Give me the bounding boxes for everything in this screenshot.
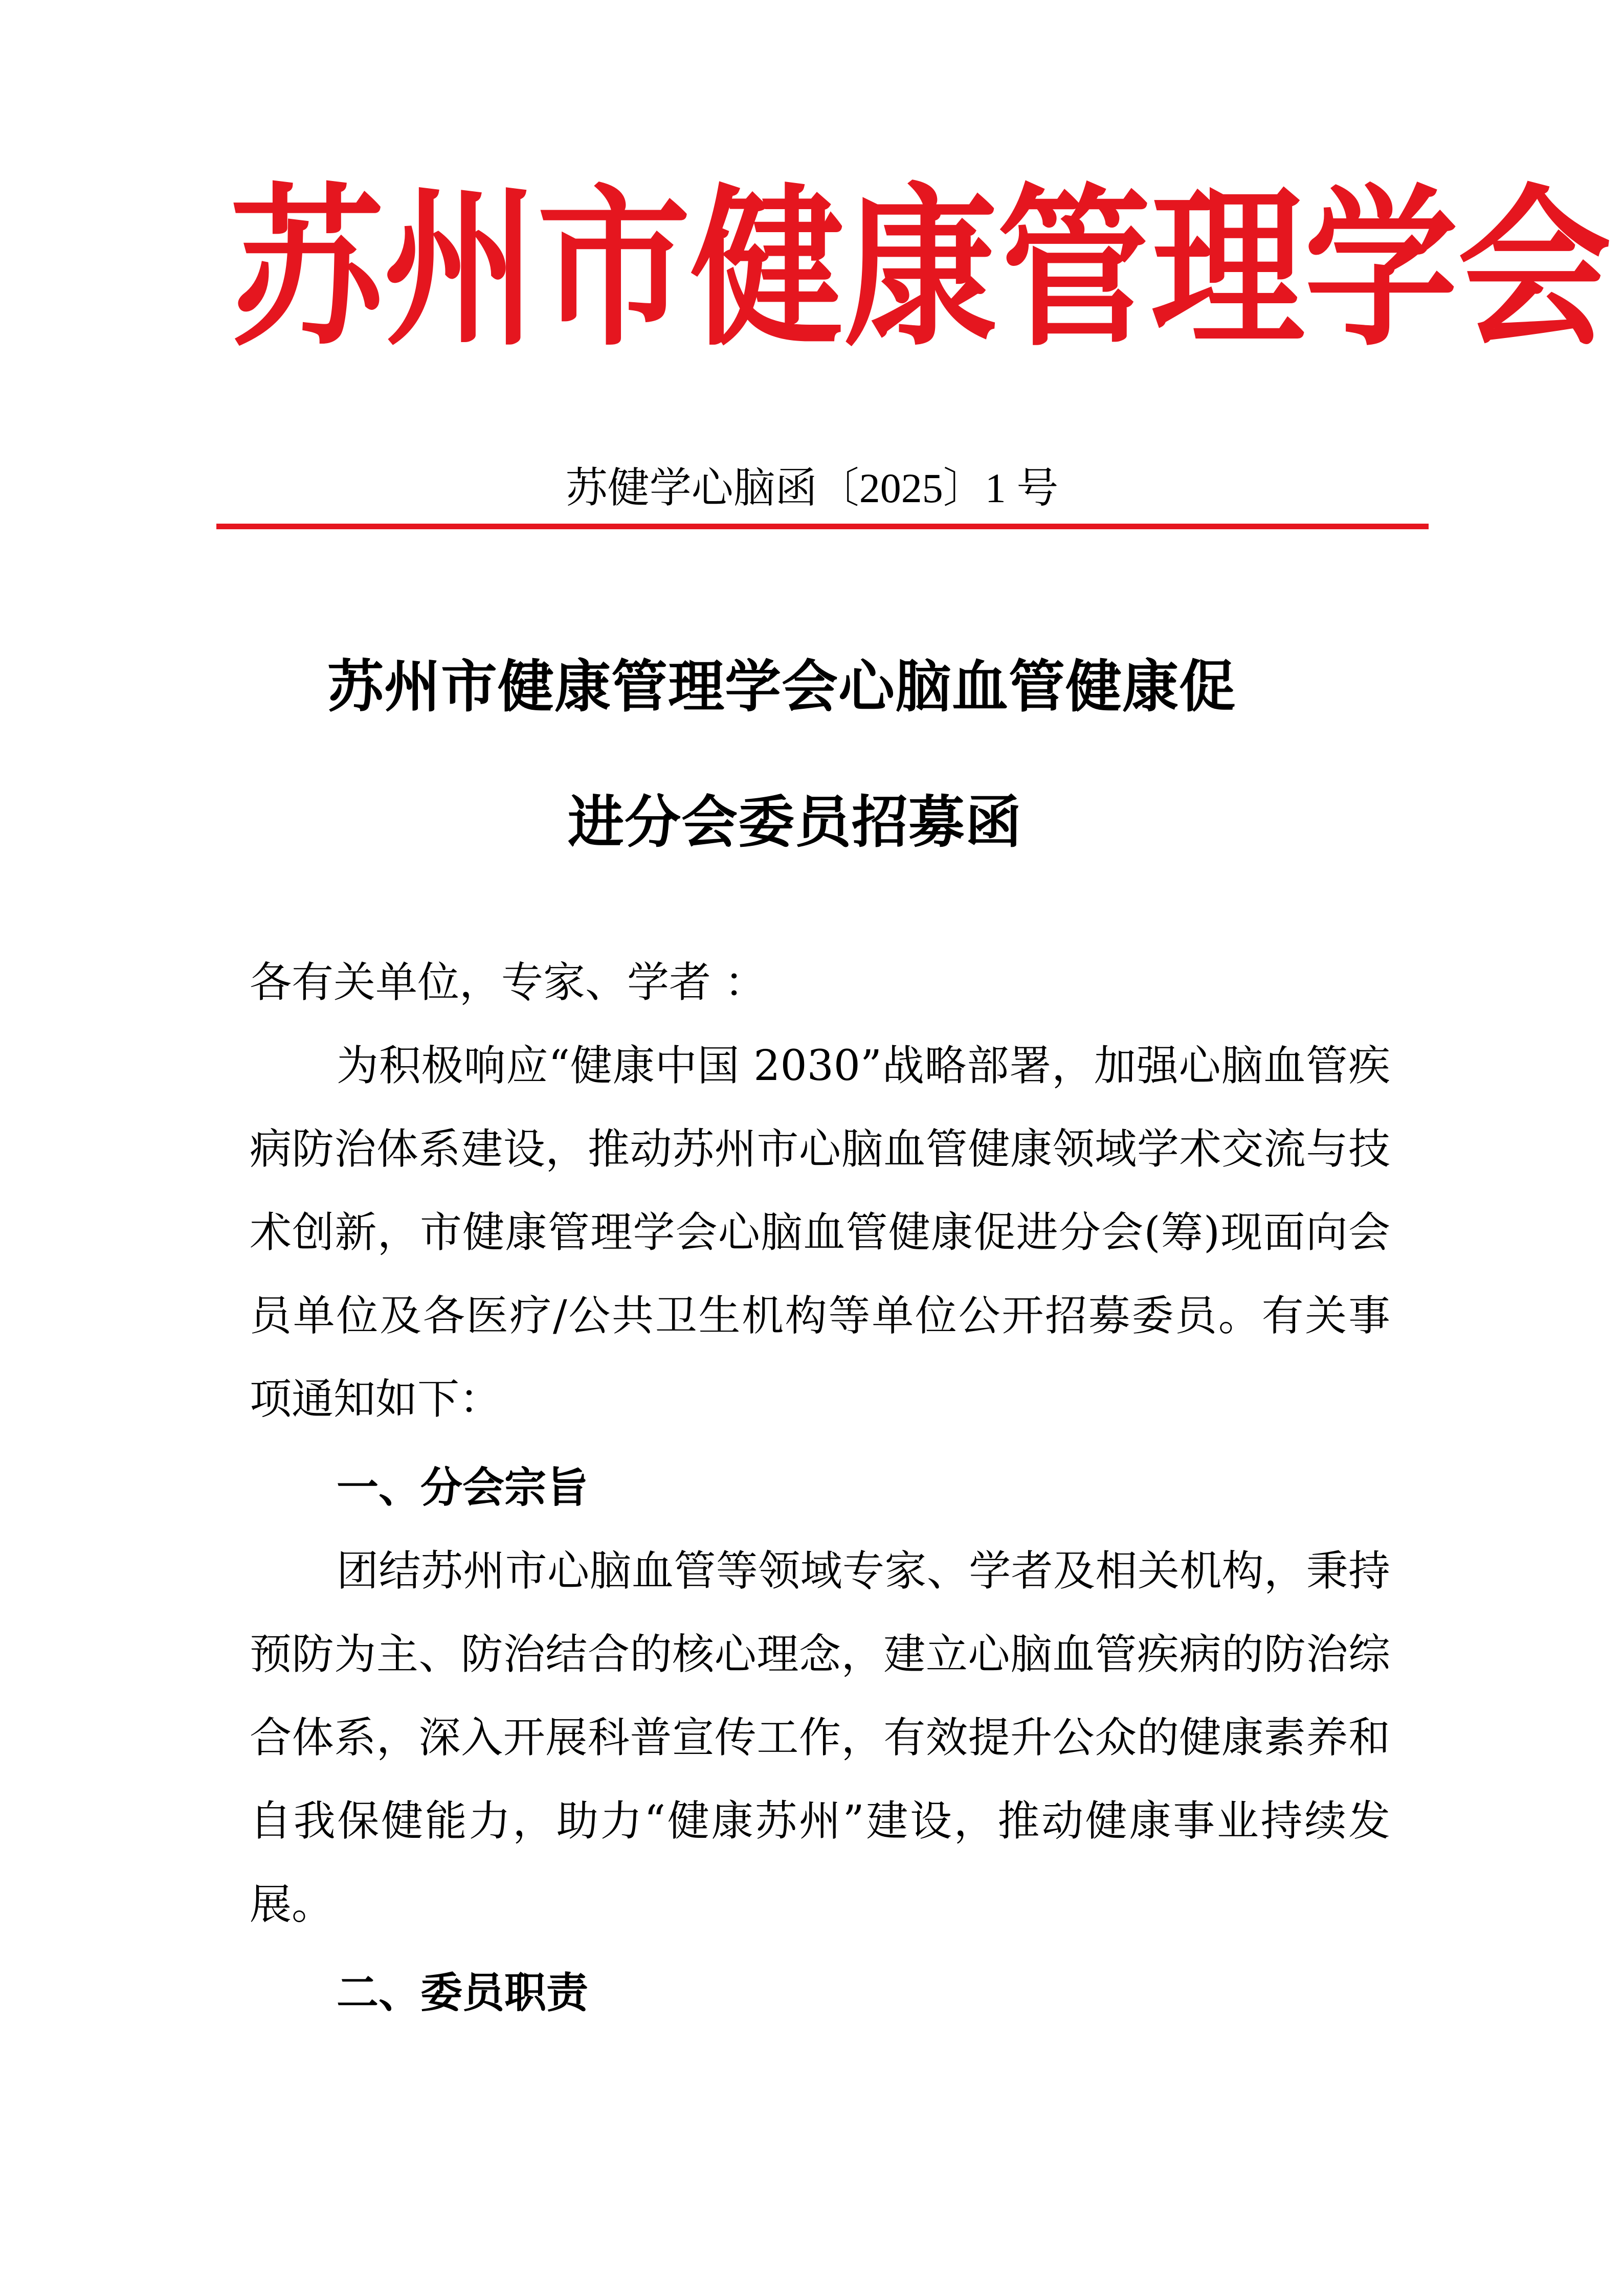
org-name-char: 市 — [537, 167, 691, 370]
org-name-char: 健 — [691, 167, 844, 370]
title-line-1: 苏州市健康管理学会心脑血管健康促 — [327, 654, 1236, 719]
org-name-char: 学 — [1304, 167, 1458, 370]
org-name-char: 康 — [844, 167, 997, 370]
salutation: 各有关单位，专家、学者 ： — [250, 958, 767, 1007]
org-name-char: 理 — [1151, 167, 1304, 370]
section-1-heading: 一、分会宗旨 — [337, 1463, 589, 1512]
document-body — [250, 941, 1390, 2035]
section-1-paragraph: 团结苏州市心脑血管等领域专家、学者及相关机构，秉持预防为主、防治结合的核心理念，建立心脑血管疾病的防治综合体系，深入开展科普宣传工作，有效提升公众的健康素养和自我保健能力，助力“健康苏州”建设，推动健康事业持续发展。 — [250, 1547, 1390, 1929]
document-number: 苏健学心脑函〔2025〕1 号 — [565, 465, 1059, 511]
header-divider — [216, 524, 1429, 529]
org-name-char: 州 — [384, 167, 537, 370]
document-title — [327, 619, 1401, 890]
org-name-char: 管 — [997, 167, 1151, 370]
intro-paragraph: 为积极响应“健康中国 2030”战略部署，加强心脑血管疾病防治体系建设，推动苏州市心脑血管健康领域学术交流与技术创新，市健康管理学会心脑血管健康促进分会(筹)现面向会员单位及各医疗/公共卫生机构等单位公开招募委员。有关事项通知如下： — [250, 1042, 1390, 1424]
section-2-heading: 二、委员职责 — [337, 1968, 589, 2017]
org-name-header — [230, 167, 1611, 370]
title-line-2: 进分会委员招募函 — [568, 789, 1022, 855]
org-name-char: 苏 — [230, 167, 384, 370]
org-name-char: 会 — [1458, 167, 1611, 370]
